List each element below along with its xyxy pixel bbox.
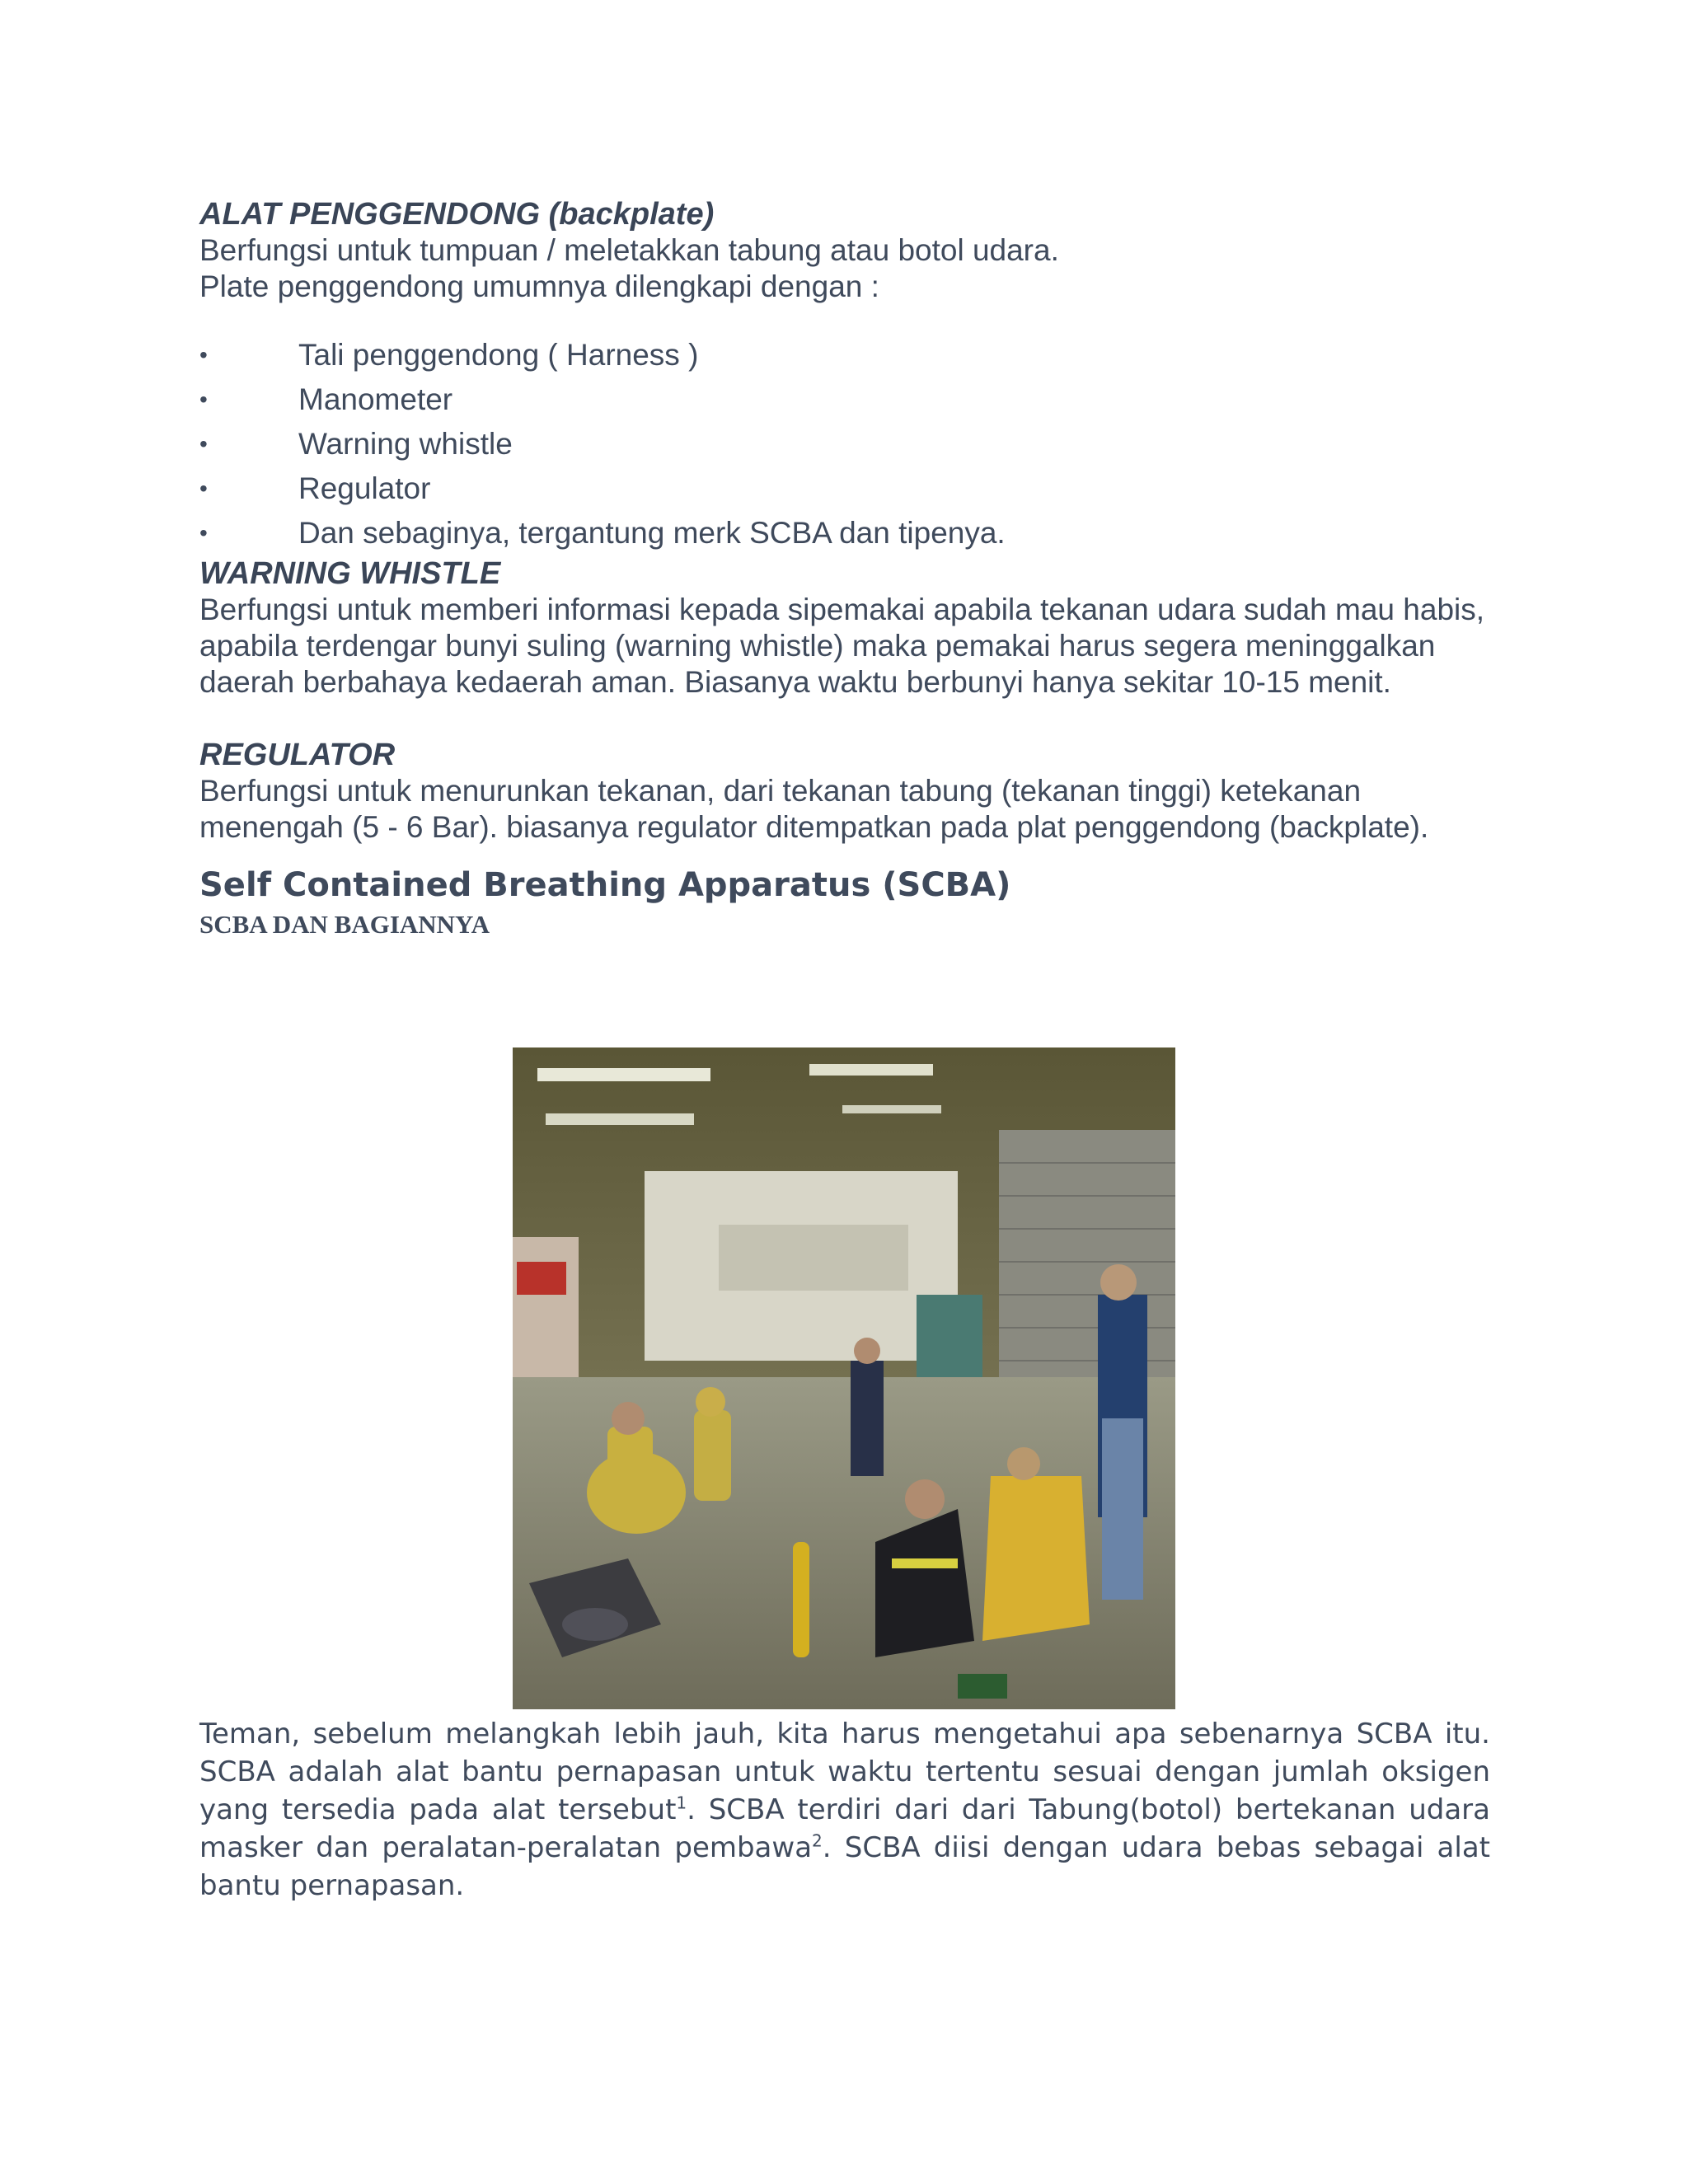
bullet-icon: • (199, 431, 208, 457)
list-item: • Dan sebaginya, tergantung merk SCBA dan tipenya. (199, 511, 1490, 555)
list-item: • Warning whistle (199, 422, 1490, 466)
backplate-line-1: Berfungsi untuk tumpuan / meletakkan tabung atau botol udara. (199, 233, 1059, 267)
bullet-icon: • (199, 520, 208, 546)
equipment-list (199, 333, 1490, 555)
list-item: • Tali penggendong ( Harness ) (199, 333, 1490, 377)
list-item: • Regulator (199, 466, 1490, 511)
document-page (199, 196, 1490, 941)
whistle-title: WARNING WHISTLE (199, 556, 501, 591)
footnote-1[interactable]: 1 (676, 1793, 687, 1813)
bullet-icon: • (199, 476, 208, 501)
firefighter-training-photo (513, 1047, 1175, 1709)
scba-paragraph: Teman, sebelum melangkah lebih jauh, kita harus mengetahui apa sebenarnya SCBA itu. SCBA adalah alat bantu pernapasan untuk waktu tertentu sesuai dengan jumlah oksigen yang tersedia pada alat tersebut$^1$. SCBA terdiri dari dari Tabung(botol) bertekanan udara masker dan peralatan-peralatan pembawa$^2$. SCBA diisi dengan udara bebas sebagai alat bantu pernapasan. (199, 1718, 1490, 1902)
scba-subheading: SCBA DAN BAGIANNYA (199, 910, 490, 939)
whistle-text: Berfungsi untuk memberi informasi kepada sipemakai apabila tekanan udara sudah mau habis, apabila terdengar bunyi suling (warning whistle) maka pemakai harus segera meninggalkan daerah berbahaya kedaerah aman. Biasanya waktu berbunyi hanya sekitar 10-15 menit. (199, 593, 1485, 699)
regulator-title: REGULATOR (199, 738, 396, 772)
scba-heading: Self Contained Breathing Apparatus (SCBA) (199, 866, 1011, 904)
regulator-text: Berfungsi untuk menurunkan tekanan, dari tekanan tabung (tekanan tinggi) ketekanan menengah (5 - 6 Bar). biasanya regulator ditempatkan pada plat penggendong (backplate). (199, 774, 1429, 844)
list-item: • Manometer (199, 377, 1490, 422)
backplate-title: ALAT PENGGENDONG (backplate) (199, 197, 715, 232)
backplate-line-2: Plate penggendong umumnya dilengkapi dengan : (199, 269, 879, 303)
footnote-2[interactable]: 2 (812, 1830, 823, 1851)
bullet-icon: • (199, 342, 208, 368)
bullet-icon: • (199, 387, 208, 412)
